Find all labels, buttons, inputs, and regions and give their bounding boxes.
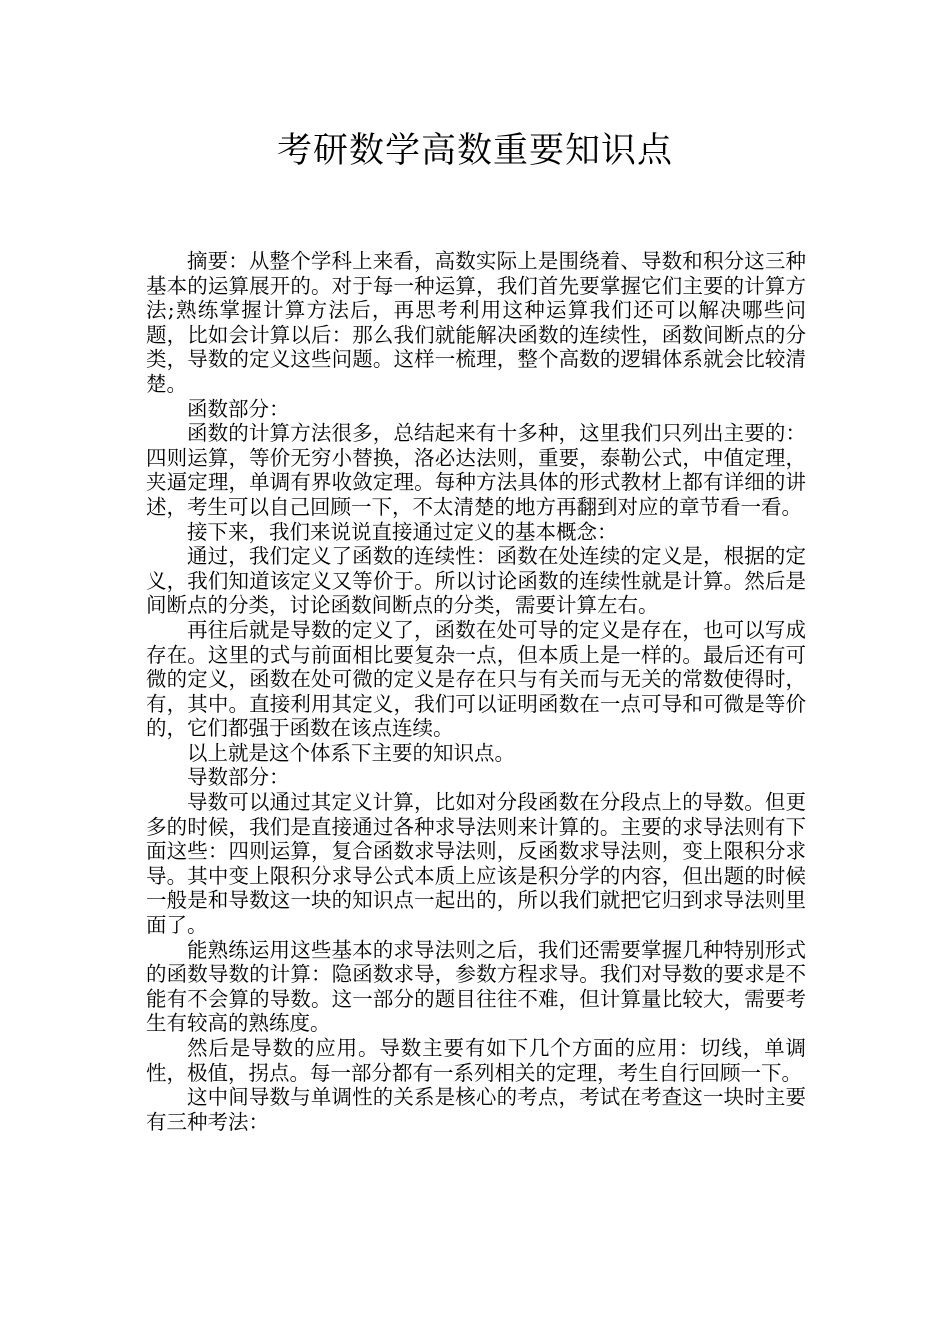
paragraph-derivative-definition: 再往后就是导数的定义了，函数在处可导的定义是存在，也可以写成存在。这里的式与前面相比要复杂一点，但本质上是一样的。最后还有可微的定义，函数在处可微的定义是存在只与有关而与无关的常数使得时，有，其中。直接利用其定义，我们可以证明函数在一点可导和可微是等价的，它们都强于函数在该点连续。	[146, 617, 806, 741]
paragraph-summary: 以上就是这个体系下主要的知识点。	[187, 740, 515, 765]
document-title: 考研数学高数重要知识点	[276, 131, 673, 171]
paragraph-derivative-applications: 然后是导数的应用。导数主要有如下几个方面的应用：切线，单调性，极值，拐点。每一部分都有一系列相关的定理，考生自行回顾一下。	[146, 1036, 806, 1085]
paragraph-continuity: 通过，我们定义了函数的连续性：函数在处连续的定义是，根据的定义，我们知道该定义又等价于。所以讨论函数的连续性就是计算。然后是间断点的分类，讨论函数间断点的分类，需要计算左右。	[146, 544, 806, 618]
document-body	[146, 249, 806, 1134]
paragraph-function-methods: 函数的计算方法很多，总结起来有十多种，这里我们只列出主要的：四则运算，等价无穷小替换，洛必达法则，重要，泰勒公式，中值定理，夹逼定理，单调有界收敛定理。每种方法具体的形式教材上都有详细的讲述，考生可以自己回顾一下，不太清楚的地方再翻到对应的章节看一看。	[146, 421, 806, 519]
paragraph-abstract: 摘要：从整个学科上来看，高数实际上是围绕着、导数和积分这三种基本的运算展开的。对于每一种运算，我们首先要掌握它们主要的计算方法;熟练掌握计算方法后，再思考利用这种运算我们还可以解决哪些问题，比如会计算以后：那么我们就能解决函数的连续性，函数间断点的分类，导数的定义这些问题。这样一梳理，整个高数的逻辑体系就会比较清楚。	[146, 249, 806, 396]
paragraph-monotonicity: 这中间导数与单调性的关系是核心的考点，考试在考查这一块时主要有三种考法：	[146, 1085, 806, 1134]
paragraph-derivative-rules: 导数可以通过其定义计算，比如对分段函数在分段点上的导数。但更多的时候，我们是直接通过各种求导法则来计算的。主要的求导法则有下面这些：四则运算，复合函数求导法则，反函数求导法则，变上限积分求导。其中变上限积分求导公式本质上应该是积分学的内容，但出题的时候一般是和导数这一块的知识点一起出的，所以我们就把它归到求导法则里面了。	[146, 790, 806, 938]
section-heading-functions: 函数部分：	[187, 396, 290, 421]
section-heading-derivatives: 导数部分：	[187, 765, 290, 790]
paragraph-definitions-intro: 接下来，我们来说说直接通过定义的基本概念：	[187, 519, 618, 544]
paragraph-special-derivatives: 能熟练运用这些基本的求导法则之后，我们还需要掌握几种特别形式的函数导数的计算：隐函数求导，参数方程求导。我们对导数的要求是不能有不会算的导数。这一部分的题目往往不难，但计算量比较大，需要考生有较高的熟练度。	[146, 937, 806, 1036]
